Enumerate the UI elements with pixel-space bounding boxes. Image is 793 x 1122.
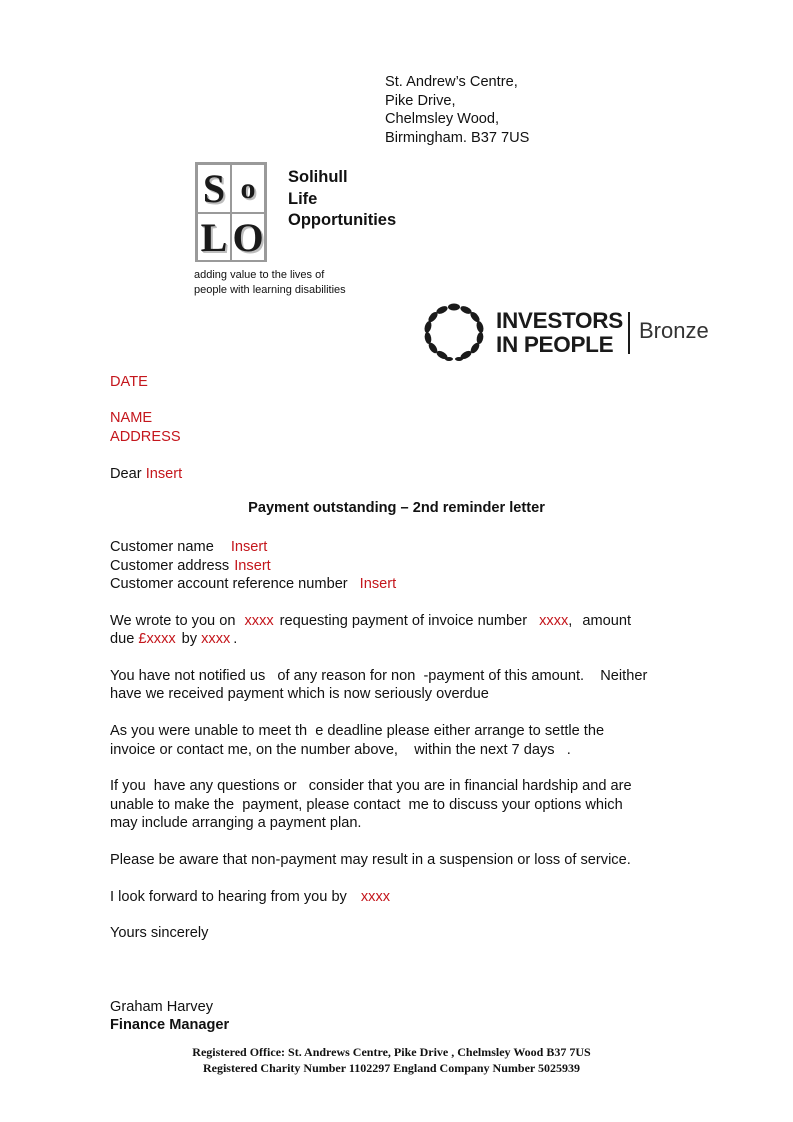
due-date: xxxx [201, 631, 231, 647]
tagline-line: adding value to the lives of [194, 269, 325, 281]
investors-in-people-wordmark [496, 309, 623, 357]
customer-address-row [110, 557, 271, 576]
organisation-name [288, 167, 396, 232]
paragraph-4-line-2: unable to make the payment, please contact me to discuss your options which [110, 797, 623, 813]
customer-name-row [110, 538, 267, 557]
footer-registered-office: Registered Office: St. Andrews Centre, Pike Drive , Chelmsley Wood B37 7US [192, 1045, 591, 1059]
salutation-name: Insert [145, 466, 183, 482]
request-date: xxxx [244, 613, 274, 629]
letter-heading: Payment outstanding – 2nd reminder letter [248, 500, 545, 516]
customer-address-value: Insert [234, 558, 271, 574]
address-line: Pike Drive, [385, 92, 456, 109]
address-line: Chelmsley Wood, [385, 111, 500, 127]
address-placeholder: ADDRESS [110, 429, 181, 445]
customer-ref-value: Insert [359, 576, 397, 592]
logo-letter-o-large: O [232, 215, 264, 260]
address-line: St. Andrew’s Centre, [385, 74, 518, 90]
org-name-line: Life [288, 189, 318, 208]
logo-letter-o: o [231, 164, 265, 213]
invoice-number: xxxx [539, 613, 569, 629]
paragraph-6: I look forward to hearing from you by xxxx [110, 889, 391, 905]
paragraph-1-line-1: We wrote to you on xxxx requesting payment of invoice number xxxx, amount [110, 613, 632, 629]
tagline-line: people with learning disabilities [194, 283, 346, 296]
organisation-tagline [194, 268, 346, 297]
logo-letter-s: S [197, 164, 231, 213]
address-line: Birmingham. B37 7US [385, 129, 530, 146]
closing: Yours sincerely [110, 925, 209, 941]
date-placeholder: DATE [110, 374, 148, 390]
paragraph-2-line-2: have we received payment which is now seriously overdue [110, 686, 489, 702]
laurel-wreath-icon [423, 303, 485, 361]
salutation-prefix: Dear [110, 466, 146, 482]
org-name-line: Solihull [288, 168, 348, 186]
logo-letter-l: L [197, 213, 231, 262]
customer-name-value: Insert [230, 539, 268, 555]
signatory-name: Graham Harvey [110, 999, 213, 1015]
paragraph-4-line-1: If you have any questions or consider that you are in financial hardship and are [110, 778, 632, 794]
org-name-line: Opportunities [288, 211, 397, 229]
iip-line-1: INVESTORS [496, 308, 623, 333]
sender-address [385, 73, 529, 147]
paragraph-3-line-2: invoice or contact me, on the number above, within the next 7 days . [110, 742, 571, 758]
name-placeholder: NAME [110, 410, 153, 426]
paragraph-1-line-2: due £xxxx by xxxx . [110, 631, 238, 647]
signatory-title: Finance Manager [110, 1017, 230, 1033]
paragraph-5: Please be aware that non-payment may result in a suspension or loss of service. [110, 852, 631, 868]
iip-line-2: IN PEOPLE [496, 332, 614, 357]
amount-due: £xxxx [138, 631, 176, 647]
paragraph-2-line-1: You have not notified us of any reason for non -payment of this amount. Neither [110, 668, 648, 684]
iip-level: Bronze [639, 318, 709, 343]
paragraph-3-line-1: As you were unable to meet th e deadline please either arrange to settle the [110, 723, 605, 739]
salutation [110, 465, 182, 484]
customer-ref-row [110, 575, 396, 594]
customer-address-label: Customer address [110, 558, 230, 574]
solo-logo [195, 162, 267, 262]
customer-name-label: Customer name [110, 539, 214, 555]
paragraph-4-line-3: may include arranging a payment plan. [110, 815, 362, 831]
reply-by-date: xxxx [360, 889, 391, 905]
customer-ref-label: Customer account reference number [110, 576, 348, 592]
iip-divider [628, 312, 630, 354]
footer-registration-numbers: Registered Charity Number 1102297 England Company Number 5025939 [202, 1061, 581, 1075]
